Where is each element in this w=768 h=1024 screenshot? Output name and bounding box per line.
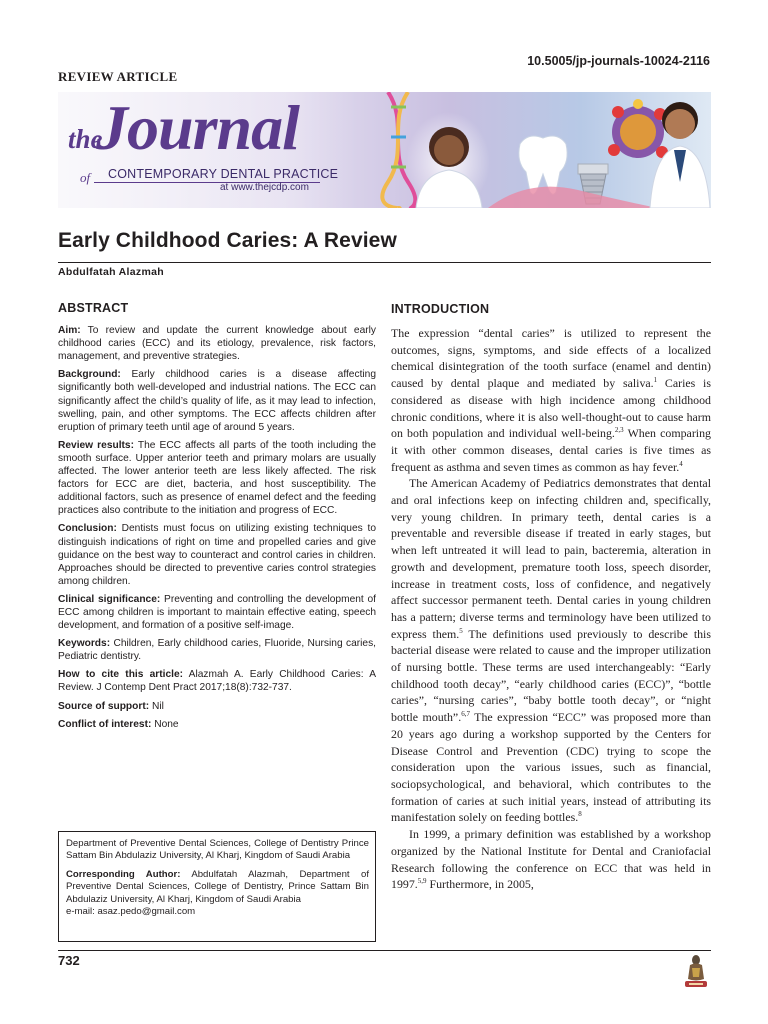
- abstract-column: [58, 302, 376, 736]
- logo-subtitle: CONTEMPORARY DENTAL PRACTICE: [108, 167, 339, 181]
- abstract-citation: [58, 668, 376, 694]
- abstract-conclusion: [58, 522, 376, 587]
- doi: 10.5005/jp-journals-10024-2116: [527, 54, 710, 68]
- abstract-aim: [58, 324, 376, 363]
- corresponding-author-text: Abdulfatah Alazmah, Department of Preventive Dental Sciences, College of Dentistry, Prince Sattam Bin Abdulaziz University, Al Kharj, Kingdom of Saudi Arabia: [66, 868, 369, 905]
- abstract-review-results: [58, 439, 376, 518]
- article-title: Early Childhood Caries: A Review: [58, 229, 397, 252]
- journal-banner: [58, 92, 711, 208]
- abstract-label: Conflict of interest:: [58, 718, 152, 730]
- citation-ref: 4: [679, 459, 683, 468]
- abstract-label: Aim:: [58, 325, 81, 337]
- citation-ref: 5: [459, 626, 463, 635]
- corresponding-email: e-mail: asaz.pedo@gmail.com: [66, 906, 196, 918]
- abstract-keywords: [58, 637, 376, 663]
- intro-text: Furthermore, in 2005,: [426, 877, 534, 892]
- molecule-art: [608, 99, 668, 158]
- citation-ref: 5,9: [417, 877, 427, 886]
- intro-text: Caries is considered as disease with high incidence among childhood chronic conditions, where it is also well-thought-out to cause harm on both population and individual well-being.: [391, 376, 711, 441]
- corresponding-author-label: Corresponding Author:: [66, 868, 181, 880]
- intro-text: The expression “ECC” was proposed more than 20 years ago during a workshop supported by the Centers for Disease Control and Prevention (CDC) trying to scope the consideration upon the various issues, such as financial, sociopsychological, and behavioral, which contributes to the formation of caries at such initial years, instead of attributing its manifestation solely on feeding bottles.: [391, 710, 711, 825]
- abstract-label: Clinical significance:: [58, 593, 161, 605]
- abstract-label: Conclusion:: [58, 523, 117, 535]
- intro-text: The definitions used previously to describe this bacterial disease were related to cause and the improper utilization of nursing bottle. These terms are used interchangeably: “Early childhood tooth decay”, “early childhood caries (ECC)”, “bottle caries”, “nursing caries”, “baby bottle tooth decay”, or “night bottle mouth”.: [391, 626, 711, 725]
- abstract-label: How to cite this article:: [58, 669, 184, 681]
- logo-url: at www.thejcdp.com: [220, 182, 309, 193]
- intro-paragraph-3: [391, 826, 711, 893]
- tooth-art: [519, 136, 567, 194]
- abstract-clinical-significance: [58, 593, 376, 632]
- citation-ref: 2,3: [614, 426, 624, 435]
- abstract-text: Children, Early childhood caries, Fluoride, Nursing caries, Pediatric dentistry.: [58, 638, 376, 663]
- abstract-text: Nil: [149, 700, 164, 712]
- footer-divider: [58, 950, 711, 951]
- introduction-heading: INTRODUCTION: [391, 302, 490, 316]
- affiliation-department: Department of Preventive Dental Sciences, College of Dentistry Prince Sattam Bin Abdulaziz University, Al Kharj, Kingdom of Saudi Arabia: [66, 838, 369, 862]
- title-divider: [58, 262, 711, 263]
- page-number: 732: [58, 953, 80, 968]
- abstract-conflict-of-interest: [58, 718, 376, 731]
- abstract-label: Source of support:: [58, 700, 150, 712]
- intro-paragraph-1: [391, 325, 711, 475]
- logo-journal-text: Journal: [96, 92, 299, 163]
- affiliation-box: [58, 831, 376, 942]
- logo-the-text: the: [68, 124, 103, 154]
- citation-ref: 6,7: [461, 710, 470, 719]
- citation-ref: 1: [653, 376, 658, 385]
- abstract-heading: ABSTRACT: [58, 301, 129, 315]
- dentist-woman-art: [406, 112, 490, 208]
- publisher-logo-icon: [683, 953, 709, 989]
- intro-text: In 1999, a primary definition was established by a workshop organized by the National Institute for Dental and Craniofacial Research following the conference on ECC that was held in 1997.: [391, 827, 711, 892]
- abstract-text: The ECC affects all parts of the tooth including the smooth surface. Upper anterior teeth and primary molars are usually affected. The lower anterior teeth are less likely affected. The risk factors for ECC are diet, bacteria, and host susceptibility. The additional factors, such as presence of enamel defect and the feeding practices also contribute to the initiation and progress of ECC.: [58, 439, 376, 517]
- abstract-label: Background:: [58, 369, 121, 381]
- intro-text: When comparing it with other common diseases, dental caries is five times as frequent as asthma and seven times as common as hay fever.: [391, 426, 711, 474]
- article-author: Abdulfatah Alazmah: [58, 266, 164, 278]
- abstract-text: Alazmah A. Early Childhood Caries: A Review. J Contemp Dent Pract 2017;18(8):732-737.: [58, 669, 376, 694]
- corresponding-author: [66, 869, 369, 906]
- introduction-column: [391, 302, 711, 893]
- abstract-label: Keywords:: [58, 638, 111, 650]
- intro-text: The expression “dental caries” is utilized to represent the outcomes, signs, symptoms, and side effects of a localized chemical disintegration of the tooth surface (enamel and dentin) caused by dental plaque and mediated by saliva.: [391, 326, 711, 391]
- citation-ref: 8: [578, 810, 582, 819]
- intro-paragraph-2: [391, 475, 711, 826]
- article-type: REVIEW ARTICLE: [58, 69, 178, 84]
- abstract-source-of-support: [58, 700, 376, 713]
- abstract-text: Early childhood caries is a disease affecting significantly both well-developed and industrial nations. The ECC can significantly affect the child’s quality of life, as it may lead to infection, swelling, pain, and other symptoms. The ECC affects children after eruption of primary teeth until age of around 5 years.: [58, 369, 376, 433]
- abstract-text: Dentists must focus on utilizing existing techniques to distinguish indications of right on time and propelled caries and give guidance on the best way to counteract and control caries in children. Approaches should be directed to preventive caries control strategies among children.: [58, 523, 376, 587]
- logo-of-text: of: [80, 170, 91, 185]
- intro-text: The American Academy of Pediatrics demonstrates that dental and oral infections keep on infecting children and, specifically, very young children. In primary teeth, dental caries is a preventable and reversible disease if treated in early stages, but when left untreated it will lead to pain, bacteremia, alteration in growth and development, premature tooth loss, speech disorder, increase in treatment costs, loss of confidence, and negatively affect successor permanent teeth. Dental caries in young children has a pattern; diverse terms and terminology have been utilized to express them.: [391, 476, 711, 641]
- abstract-background: [58, 368, 376, 433]
- abstract-text: Preventing and controlling the development of ECC among children is important to maintain effective eating, speech development, and formation of a positive self-image.: [58, 593, 376, 632]
- abstract-text: None: [151, 718, 179, 730]
- abstract-label: Review results:: [58, 439, 134, 451]
- abstract-text: To review and update the current knowledge about early childhood caries (ECC) and its etiology, prevalence, risk factors, management, and preventive strategies.: [58, 325, 376, 363]
